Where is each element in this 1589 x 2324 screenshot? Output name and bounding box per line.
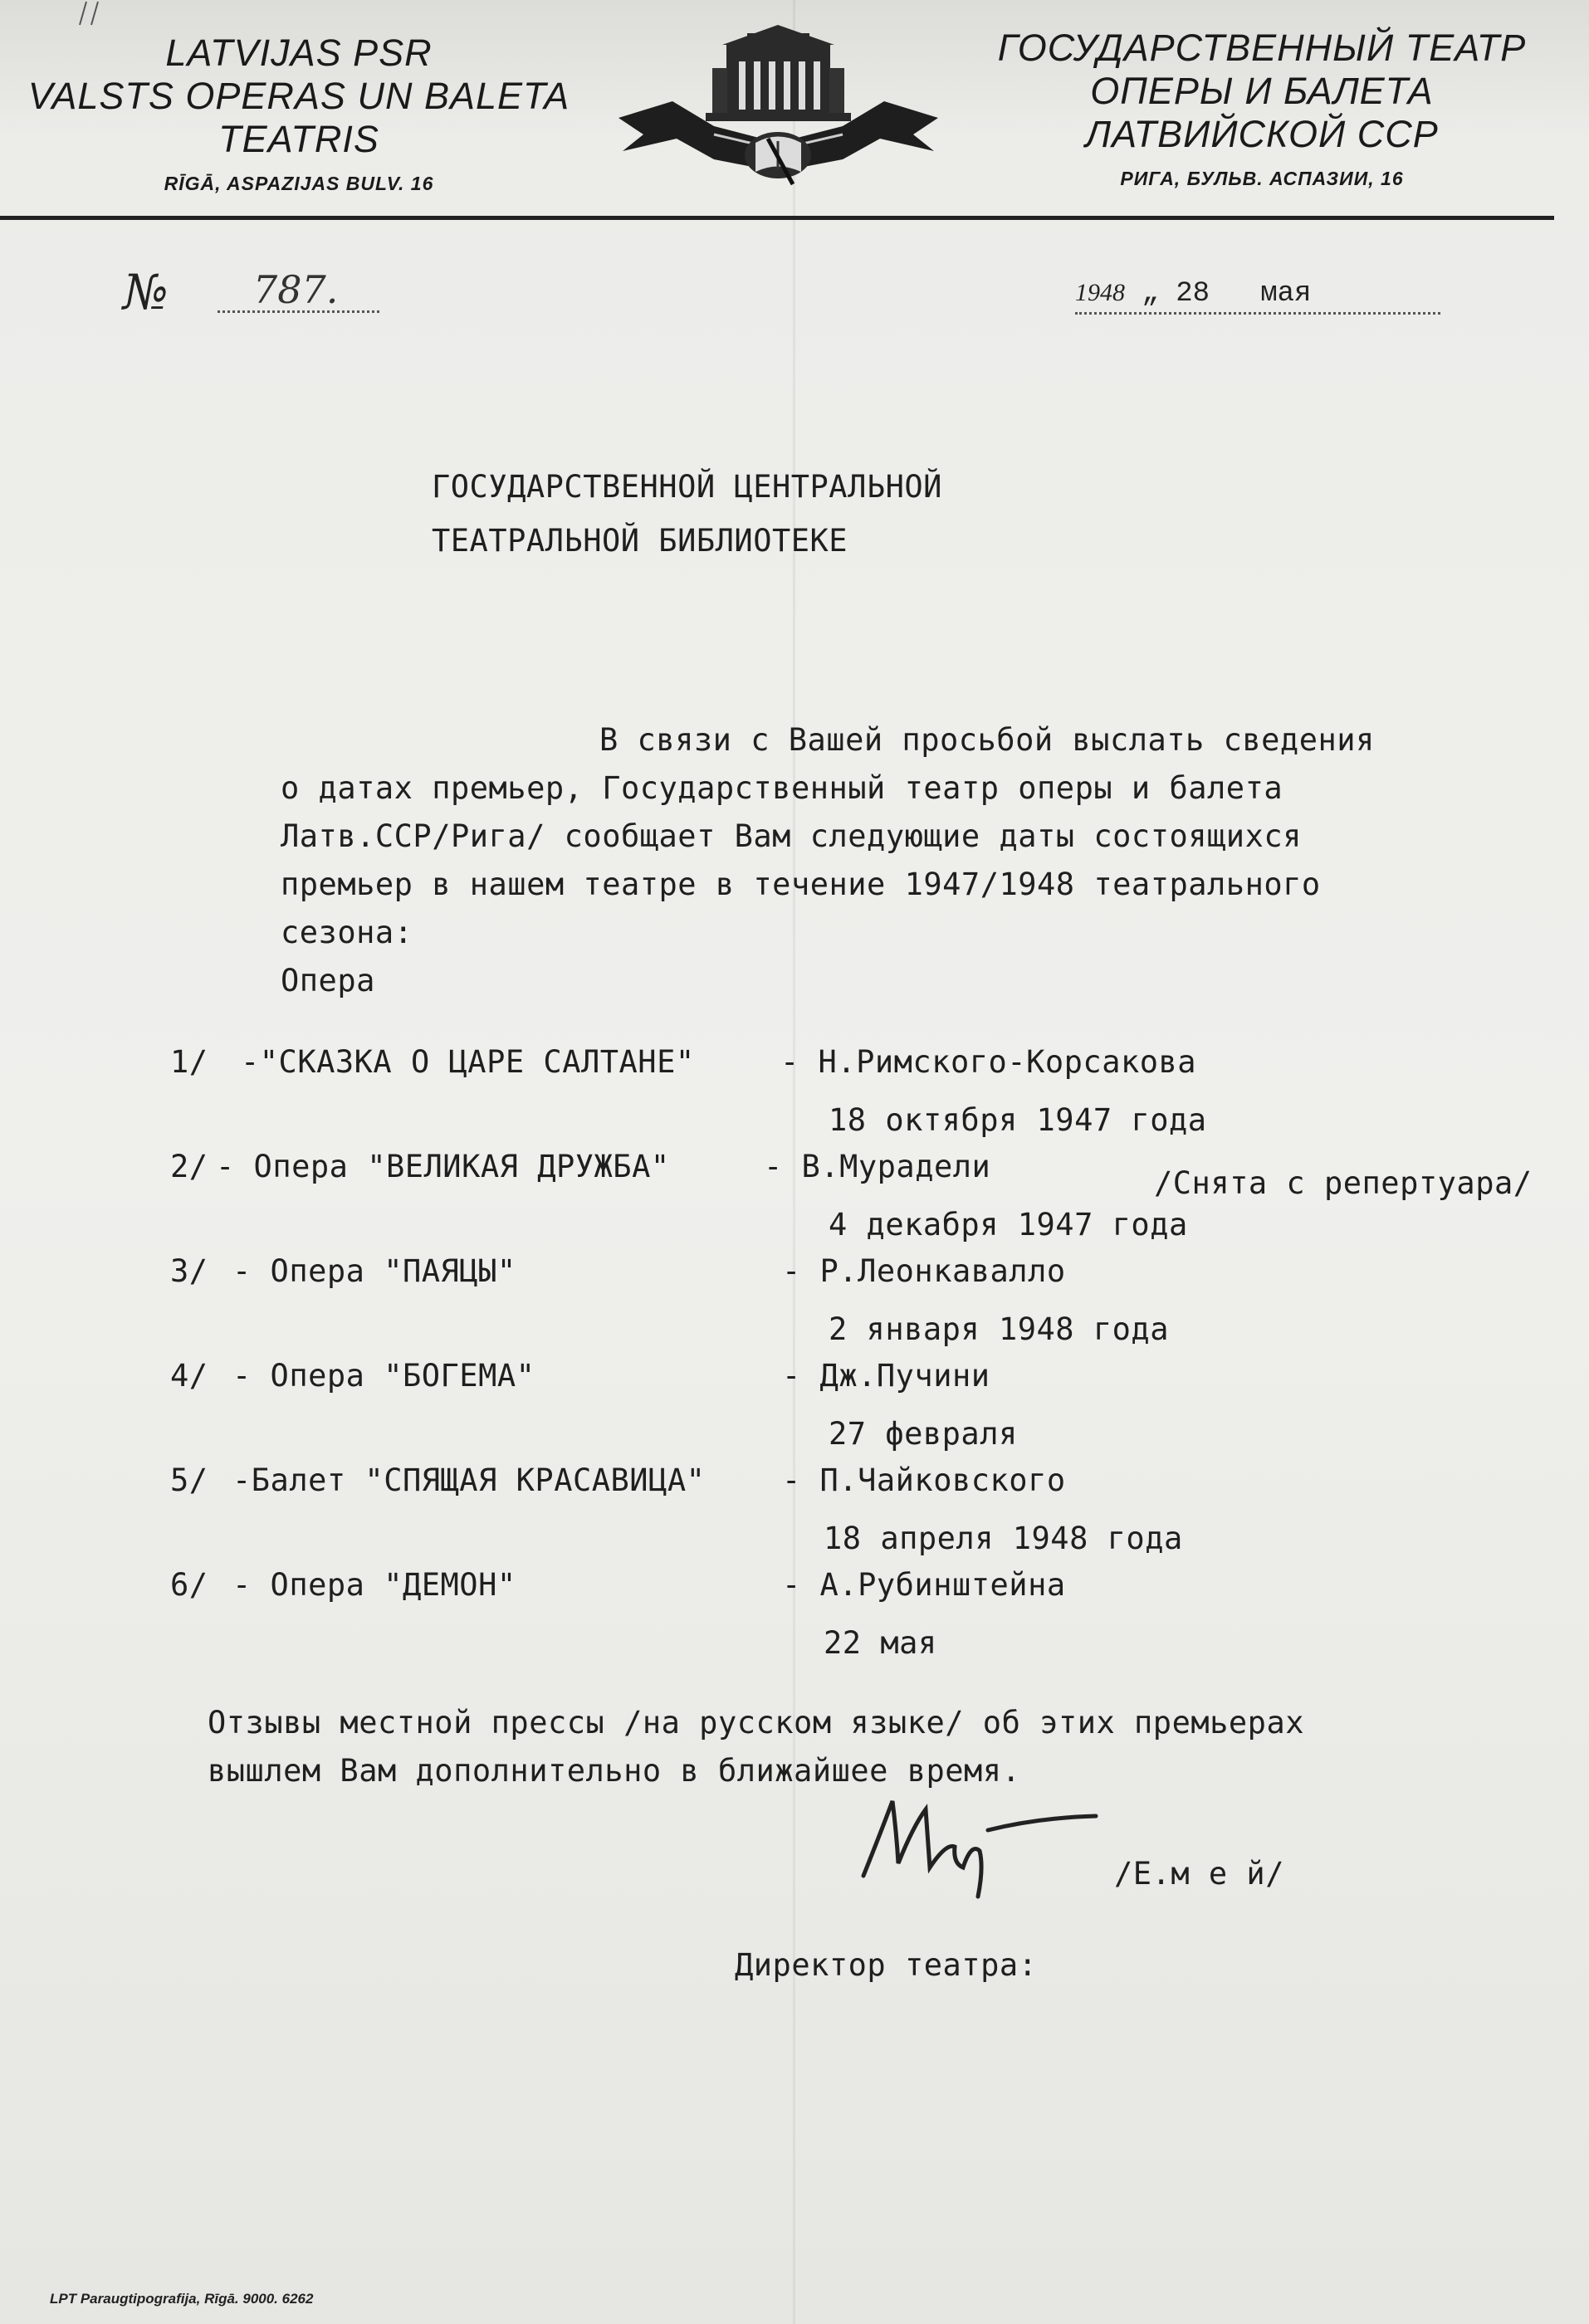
premiere-title: -Балет "СПЯЩАЯ КРАСАВИЦА": [232, 1462, 706, 1498]
premiere-composer: - В.Мурадели: [764, 1149, 991, 1184]
body-line: сезона:: [281, 915, 413, 950]
premiere-composer: - Р.Леонкавалло: [782, 1253, 1066, 1289]
body-line: премьер в нашем театре в течение 1947/1948 театрального: [281, 867, 1321, 902]
premiere-number: 6/: [170, 1567, 208, 1603]
letterhead-line: ОПЕРЫ И БАЛЕТА: [1090, 70, 1434, 112]
date-dotted-line: [1075, 312, 1440, 315]
section-heading: Опера: [281, 963, 375, 998]
signatory-name: /Е.м е й/: [1114, 1856, 1284, 1892]
letterhead-address: РИГА, БУЛЬВ. АСПАЗИИ, 16: [1120, 168, 1404, 189]
handwritten-signature: [847, 1784, 1104, 1909]
pencil-mark: [75, 0, 108, 29]
premiere-title: - Опера "ВЕЛИКАЯ ДРУЖБА": [216, 1149, 670, 1184]
premiere-number: 5/: [170, 1462, 208, 1498]
recipient-line: ГОСУДАРСТВЕННОЙ ЦЕНТРАЛЬНОЙ: [432, 469, 942, 505]
recipient-line: ТЕАТРАЛЬНОЙ БИБЛИОТЕКЕ: [432, 523, 848, 559]
reference-number: 787.: [253, 267, 339, 312]
premiere-composer: - Дж.Пучини: [782, 1358, 990, 1394]
reference-number-label: №: [123, 264, 169, 320]
letterhead-line: VALSTS OPERAS UN BALETA: [27, 75, 570, 117]
signatory-title: Директор театра:: [735, 1947, 1038, 1983]
body-line: о датах премьер, Государственный театр оперы и балета: [281, 770, 1283, 806]
letterhead-address: RĪGĀ, ASPAZIJAS BULV. 16: [164, 173, 434, 194]
date-day: 28: [1176, 278, 1210, 310]
letterhead-line: LATVIJAS PSR: [165, 32, 433, 74]
premiere-title: -"СКАЗКА О ЦАРЕ САЛТАНЕ": [241, 1044, 695, 1080]
premiere-composer: - Н.Римского-Корсакова: [780, 1044, 1197, 1080]
premiere-composer: - А.Рубинштейна: [782, 1567, 1066, 1603]
printer-imprint: LPT Paraugtipografija, Rīgā. 9000. 6262: [50, 2291, 314, 2307]
letterhead-russian: [955, 27, 1569, 190]
premiere-title: - Опера "ДЕМОН": [232, 1567, 516, 1603]
body-line: Латв.ССР/Рига/ сообщает Вам следующие даты состоящихся: [281, 818, 1302, 854]
premiere-number: 4/: [170, 1358, 208, 1394]
theatre-emblem-icon: [614, 18, 942, 197]
premiere-composer: - П.Чайковского: [782, 1462, 1066, 1498]
premiere-date: 18 апреля 1948 года: [824, 1521, 1183, 1556]
letterhead-line: TEATRIS: [218, 118, 379, 160]
premiere-number: 3/: [170, 1253, 208, 1289]
date-separator: „: [1142, 278, 1159, 310]
letterhead-line: ЛАТВИЙСКОЙ ССР: [1085, 113, 1439, 155]
body-line: В связи с Вашей просьбой выслать сведения: [599, 722, 1375, 758]
premiere-title: - Опера "ПАЯЦЫ": [232, 1253, 516, 1289]
premiere-date: 27 февраля: [829, 1416, 1018, 1452]
closing-line: вышлем Вам дополнительно в ближайшее время.: [208, 1753, 1021, 1789]
closing-line: Отзывы местной прессы /на русском языке/ об этих премьерах: [208, 1705, 1305, 1741]
premiere-date: 22 мая: [824, 1625, 937, 1661]
premiere-date: 4 декабря 1947 года: [829, 1207, 1188, 1243]
letterhead-latvian: [25, 32, 573, 195]
date-year: 1948: [1075, 279, 1125, 306]
premiere-number: 1/: [170, 1044, 208, 1080]
letterhead-line: ГОСУДАРСТВЕННЫЙ ТЕАТР: [997, 27, 1527, 69]
letter-date: [1075, 278, 1311, 310]
premiere-note: /Снята с репертуара/: [1154, 1165, 1533, 1201]
premiere-date: 18 октября 1947 года: [829, 1102, 1207, 1138]
premiere-number: 2/: [170, 1149, 208, 1184]
premiere-date: 2 января 1948 года: [829, 1311, 1169, 1347]
date-month: мая: [1260, 278, 1312, 310]
premiere-title: - Опера "БОГЕМА": [232, 1358, 535, 1394]
letterhead-rule: [0, 216, 1554, 220]
